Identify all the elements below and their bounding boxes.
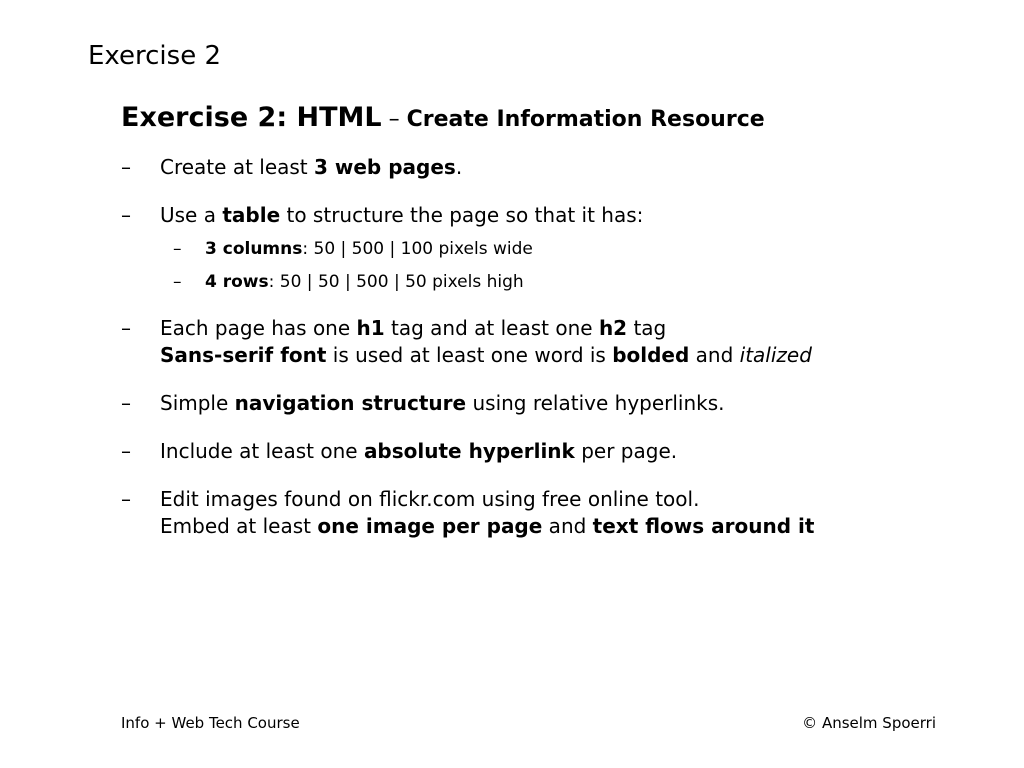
bullet-bold-text: table [222,203,281,227]
bullet-text [160,202,643,229]
bullet-bold-text: navigation structure [234,391,467,415]
bullet-text [160,486,814,540]
bullet-text-part: Each page has one [160,316,357,340]
heading-main: Exercise 2: HTML [121,102,382,133]
bullet-text [160,438,677,465]
bullet-text-part: tag and at least one [384,316,599,340]
bullet-text-part: using relative hyperlinks. [466,391,725,415]
bullet-dash: – [121,316,131,340]
sub-bullet-bold-text: 4 rows [205,272,269,292]
bullet-bold-text: 3 web pages [314,155,456,179]
bullet-dash: – [121,203,131,227]
heading-subtitle: Create Information Resource [406,107,765,132]
slide-title: Exercise 2 [88,41,221,71]
bullet-text-part: Include at least one [160,439,364,463]
bullet-text-part: Edit images found on flickr.com using free online tool. [160,487,700,511]
bullet-line-2 [160,343,812,367]
bullet-text [160,315,812,369]
sub-bullet-text-part: : 50 | 50 | 500 | 50 pixels high [268,272,524,292]
bullet-bold-text: h1 [356,316,385,340]
bullet-text-part: Embed at least [160,514,318,538]
bullet-bold-text: bolded [612,343,690,367]
sub-bullet-dash: – [173,272,182,292]
heading-dash: – [381,107,407,132]
bullet-dash: – [121,439,131,463]
sub-bullet-text [205,271,524,293]
bullet-text [160,154,462,181]
footer-course-name: Info + Web Tech Course [121,714,300,732]
bullet-bold-text: text flows around it [592,514,815,538]
bullet-dash: – [121,391,131,415]
bullet-text-part: to structure the page so that it has: [280,203,644,227]
bullet-text-part: and [542,514,593,538]
bullet-text-part: tag [627,316,667,340]
bullet-text-part: and [689,343,740,367]
bullet-text-part: is used at least one word is [326,343,613,367]
bullet-dash: – [121,487,131,511]
bullet-dash: – [121,155,131,179]
sub-bullet-bold-text: 3 columns [205,239,303,259]
bullet-line-1 [160,487,699,511]
bullet-bold-text: h2 [598,316,628,340]
footer-copyright: © Anselm Spoerri [802,714,936,732]
bullet-italic-text: italized [739,343,812,367]
bullet-text-part: . [455,155,463,179]
sub-bullet-dash: – [173,239,182,259]
bullet-line-1 [160,316,666,340]
bullet-line-2 [160,514,814,538]
bullet-bold-text: one image per page [317,514,543,538]
bullet-bold-text: absolute hyperlink [363,439,575,463]
bullet-text-part: per page. [574,439,678,463]
bullet-text [160,390,725,417]
sub-bullet-text [205,238,533,260]
bullet-text-part: Use a [160,203,223,227]
sub-bullet-text-part: : 50 | 500 | 100 pixels wide [302,239,533,259]
bullet-text-part: Create at least [160,155,315,179]
bullet-text-part: Simple [160,391,235,415]
bullet-bold-text: Sans-serif font [160,343,327,367]
exercise-heading [121,101,765,137]
